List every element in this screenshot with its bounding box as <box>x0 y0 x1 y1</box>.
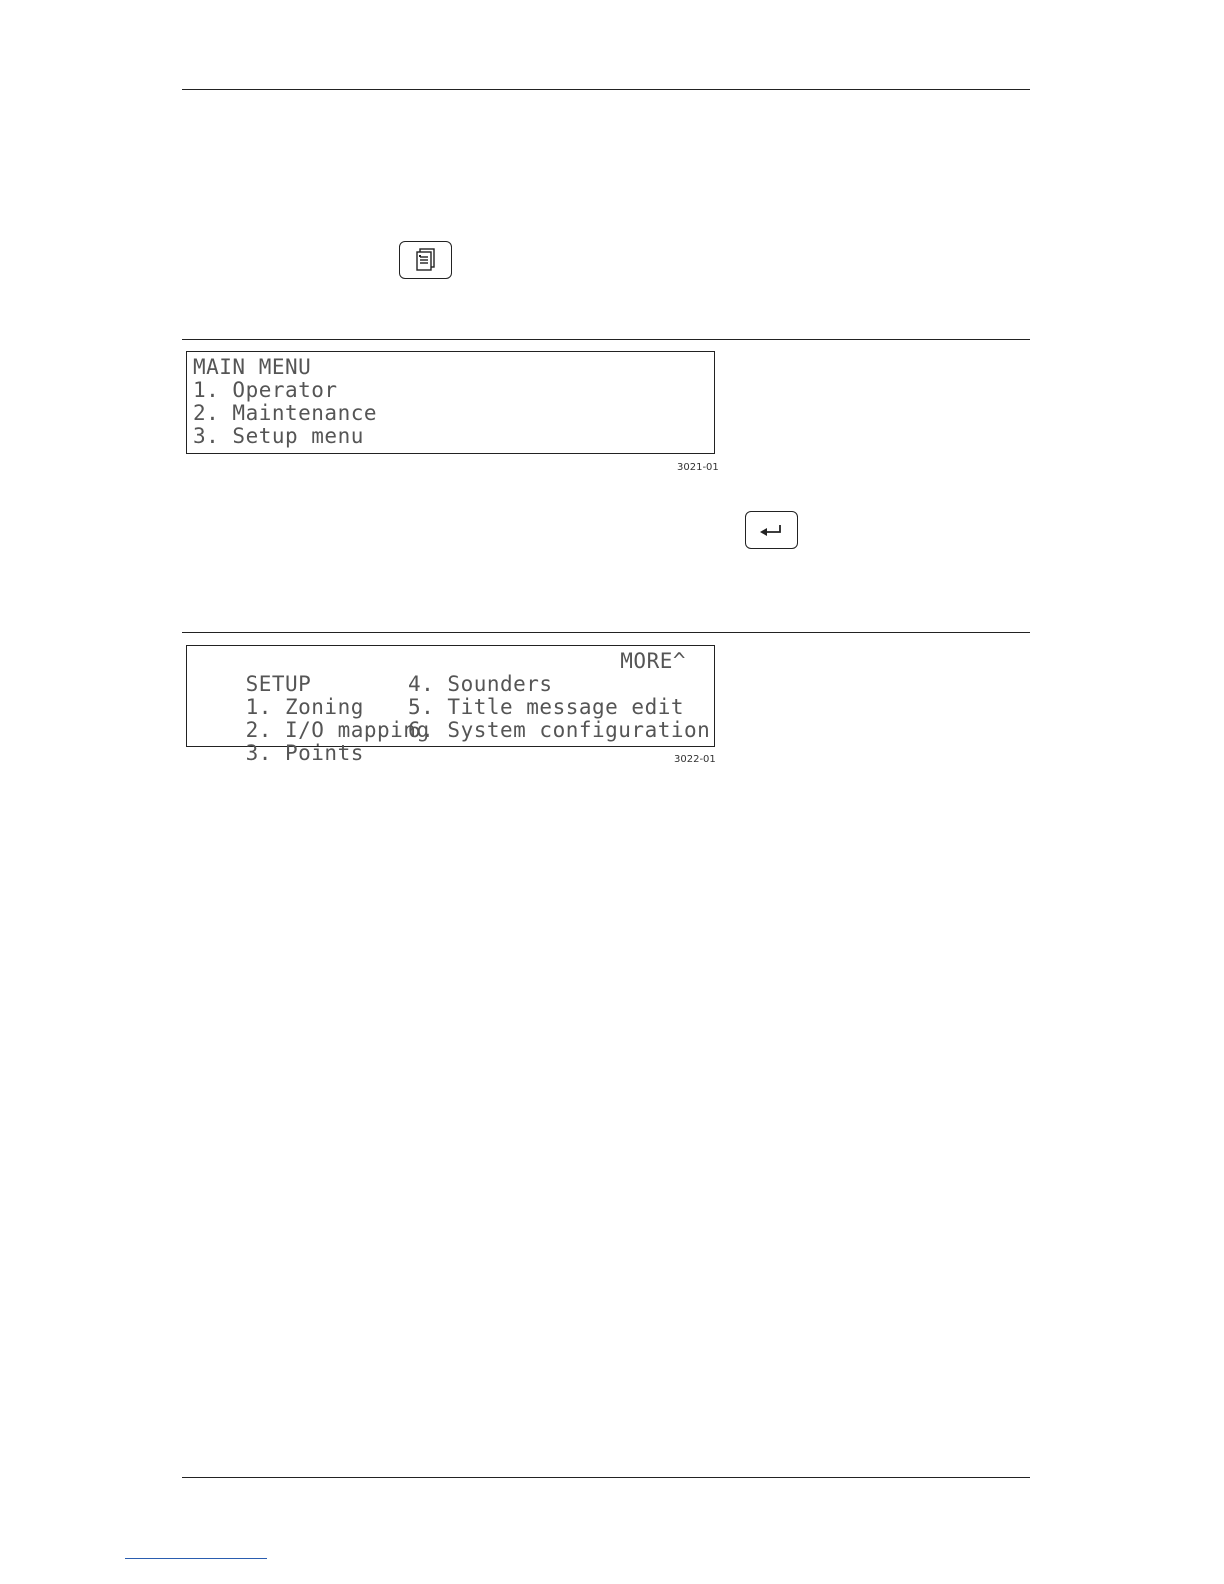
main-menu-item-maintenance: 2. Maintenance <box>193 401 378 425</box>
section-rule-2 <box>182 632 1030 633</box>
figure-id-3021: 3021-01 <box>677 462 719 473</box>
header-rule <box>182 89 1030 90</box>
main-menu-display <box>186 351 715 454</box>
footer-rule <box>182 1477 1030 1478</box>
main-menu-item-operator: 1. Operator <box>193 378 338 402</box>
enter-key-icon <box>758 523 786 537</box>
main-menu-title: MAIN MENU <box>193 355 312 379</box>
setup-more-indicator: MORE^ <box>620 649 686 673</box>
footnote-link-line <box>125 1558 267 1559</box>
setup-item-system-configuration: 6. System configuration <box>408 718 711 742</box>
section-rule-1 <box>182 339 1030 340</box>
menu-key[interactable] <box>399 241 452 279</box>
setup-item-sounders: 4. Sounders <box>408 672 553 696</box>
setup-item-title-message-edit: 5. Title message edit <box>408 695 685 719</box>
menu-key-icon <box>414 247 438 273</box>
enter-key[interactable] <box>745 511 798 549</box>
figure-id-3022: 3022-01 <box>674 754 716 765</box>
setup-item-points: 3. Points <box>245 741 364 765</box>
main-menu-item-setup: 3. Setup menu <box>193 424 364 448</box>
setup-item-io-mapping: 2. I/O mapping <box>245 718 430 742</box>
setup-item-zoning: 1. Zoning <box>245 695 364 719</box>
setup-title: SETUP <box>245 672 312 696</box>
